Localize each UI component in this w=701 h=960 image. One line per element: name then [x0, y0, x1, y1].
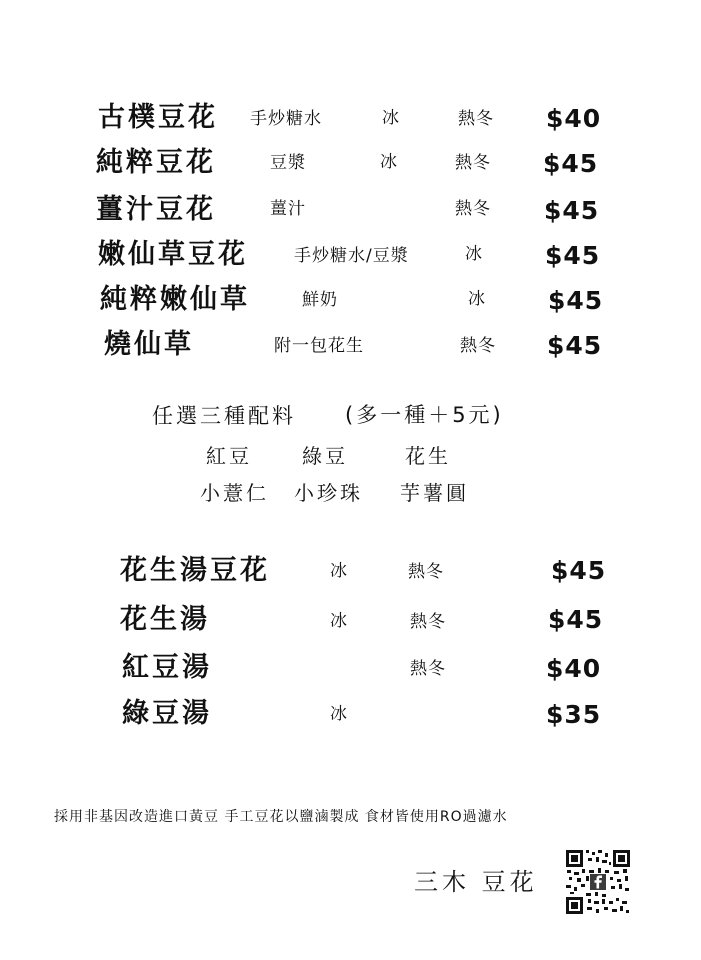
hot-label: 熱冬	[460, 336, 496, 356]
footer-note: 採用非基因改造進口黃豆 手工豆花以鹽滷製成 食材皆使用RO過濾水	[54, 809, 508, 825]
item-price: $45	[545, 241, 601, 270]
item-option: 手炒糖水/豆漿	[294, 246, 409, 266]
topping-item: 綠豆	[302, 444, 348, 468]
item-name: 花生湯	[120, 604, 210, 635]
item-option: 手炒糖水	[250, 109, 322, 129]
item-name: 薑汁豆花	[96, 194, 216, 225]
hot-label: 熱冬	[408, 562, 444, 582]
topping-item: 小珍珠	[294, 481, 363, 505]
item-option: 薑汁	[270, 199, 306, 219]
item-price: $45	[548, 605, 604, 634]
item-name: 純粹豆花	[96, 147, 216, 178]
item-price: $45	[543, 149, 599, 178]
cold-label: 冰	[330, 561, 348, 581]
item-price: $45	[544, 196, 600, 225]
qr-code-icon	[564, 848, 632, 916]
item-name: 嫩仙草豆花	[98, 239, 248, 270]
item-name: 純粹嫩仙草	[100, 284, 250, 315]
item-price: $45	[551, 556, 607, 585]
item-name: 綠豆湯	[122, 698, 212, 729]
topping-item: 紅豆	[206, 444, 252, 468]
hot-label: 熱冬	[455, 199, 491, 219]
item-name: 燒仙草	[104, 329, 194, 360]
cold-label: 冰	[330, 704, 348, 724]
item-name: 花生湯豆花	[120, 555, 270, 586]
hot-label: 熱冬	[455, 153, 491, 173]
item-price: $45	[548, 286, 604, 315]
topping-item: 芋薯圓	[400, 481, 469, 505]
item-price: $45	[547, 331, 603, 360]
toppings-extra-charge: (多一種＋5元)	[345, 403, 504, 427]
hot-label: 熱冬	[410, 659, 446, 679]
item-price: $35	[546, 700, 602, 729]
cold-label: 冰	[468, 289, 486, 309]
cold-label: 冰	[330, 611, 348, 631]
hot-label: 熱冬	[458, 109, 494, 129]
item-option: 附一包花生	[274, 336, 364, 356]
topping-item: 花生	[405, 444, 451, 468]
item-option: 豆漿	[270, 153, 306, 173]
toppings-title: 任選三種配料	[152, 404, 296, 428]
item-name: 古樸豆花	[98, 102, 218, 133]
cold-label: 冰	[380, 152, 398, 172]
topping-item: 小薏仁	[200, 481, 269, 505]
item-price: $40	[546, 104, 602, 133]
item-price: $40	[546, 654, 602, 683]
cold-label: 冰	[465, 244, 483, 264]
item-option: 鮮奶	[302, 290, 338, 310]
hot-label: 熱冬	[410, 612, 446, 632]
cold-label: 冰	[382, 108, 400, 128]
brand-name: 三木 豆花	[414, 868, 538, 896]
item-name: 紅豆湯	[122, 652, 212, 683]
